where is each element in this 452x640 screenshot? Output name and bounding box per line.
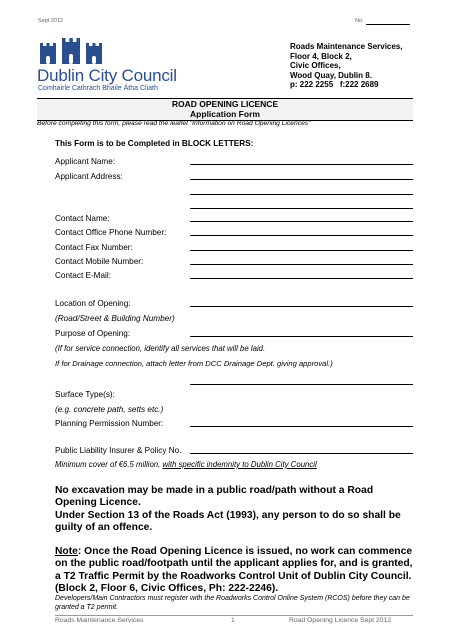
form-intro: Before completing this form, please read the leaflet "Information on Road Opening Licences" [37, 120, 311, 127]
castle-logo-icon [38, 38, 104, 64]
note-label: Note [55, 546, 78, 557]
purpose-field[interactable] [190, 336, 413, 337]
header-date: Sept 2012 [38, 18, 64, 24]
form-instruction: This Form is to be Completed in BLOCK LETTERS: [55, 139, 254, 148]
location-hint: (Road/Street & Building Number) [55, 314, 175, 323]
purpose-label: Purpose of Opening: [55, 329, 131, 338]
drainage-hint: If for Drainage connection, attach letter from DCC Drainage Dept. giving approval.) [55, 359, 333, 368]
warning-roads-act: Under Section 13 of the Roads Act (1993), any person to do so shall be guilty of an offence. [55, 510, 401, 534]
office-phone-label: Contact Office Phone Number: [55, 228, 167, 237]
cover-note [55, 460, 317, 469]
address-line-1: Roads Maintenance Services, [290, 42, 403, 51]
location-field[interactable] [190, 306, 413, 307]
mobile-field[interactable] [190, 264, 413, 265]
planning-field[interactable] [190, 426, 413, 427]
header-no-line [366, 24, 410, 25]
surface-hint: (e.g. concrete path, setts etc.) [55, 405, 164, 414]
form-subtitle: Application Form [190, 109, 260, 119]
form-title-box [37, 98, 413, 121]
applicant-name-field[interactable] [190, 164, 413, 165]
rcos-note: Developers/Main Contractors must register with the Roadworks Control Online System (RCOS) before they can be granted a T2 permit. [55, 595, 410, 611]
cover-text: Minimum cover of €6.5 million, [55, 460, 163, 469]
address-line-4: Wood Quay, Dublin 8. [290, 70, 372, 80]
fax-label: Contact Fax Number: [55, 243, 133, 252]
planning-label: Planning Permission Number: [55, 419, 164, 428]
contact-name-label: Contact Name: [55, 214, 110, 223]
header-no-label: No. [355, 18, 364, 24]
cover-underlined: with specific indemnity to Dublin City Council [162, 460, 317, 469]
address-block [290, 42, 403, 90]
form-title: ROAD OPENING LICENCE [171, 99, 279, 109]
footer-left: Roads Maintenance Services [55, 617, 144, 624]
applicant-name-label: Applicant Name: [55, 157, 116, 166]
surface-label: Surface Type(s): [55, 390, 115, 399]
email-field[interactable] [190, 278, 413, 279]
address-fax: f:222 2689 [339, 80, 379, 90]
logo-title: Dublin City Council [37, 66, 177, 85]
service-hint: (If for service connection, identify all services that will be laid. [55, 344, 266, 353]
address-phone: p: 222 2255 [290, 80, 334, 90]
location-label: Location of Opening: [55, 299, 131, 308]
note-paragraph [55, 546, 417, 596]
footer-rule [55, 615, 413, 616]
email-label: Contact E-Mail: [55, 271, 111, 280]
contact-name-field[interactable] [190, 221, 413, 222]
logo-subtitle: Comhairle Cathrach Bhaile Átha Cliath [38, 85, 158, 92]
address-line-2: Floor 4, Block 2, [290, 51, 352, 61]
footer-right: Road Opening Licence Sept 2012 [289, 617, 392, 624]
footer-page-number: 1 [231, 617, 235, 624]
insurer-field[interactable] [190, 453, 413, 454]
mobile-label: Contact Mobile Number: [55, 257, 144, 266]
warning-excavation: No excavation may be made in a public road/path without a Road Opening Licence. [55, 485, 374, 509]
applicant-address-field-1[interactable] [190, 179, 413, 180]
office-phone-field[interactable] [190, 235, 413, 236]
applicant-address-field-3[interactable] [190, 208, 413, 209]
applicant-address-label: Applicant Address: [55, 172, 123, 181]
note-text: : Once the Road Opening Licence is issued, no work can commence on the public road/footpath until the applicant applies for, and is granted, a T2 Traffic Permit by the Roadworks Control Unit of Dublin City Council. (Block 2, Floor 6, Civic Offices, Ph: 222-2246). [55, 546, 413, 595]
insurer-label: Public Liability Insurer & Policy No. [55, 446, 182, 455]
address-contact [290, 80, 403, 90]
applicant-address-field-2[interactable] [190, 194, 413, 195]
address-line-3: Civic Offices, [290, 61, 341, 71]
surface-field[interactable] [190, 384, 413, 385]
fax-field[interactable] [190, 250, 413, 251]
